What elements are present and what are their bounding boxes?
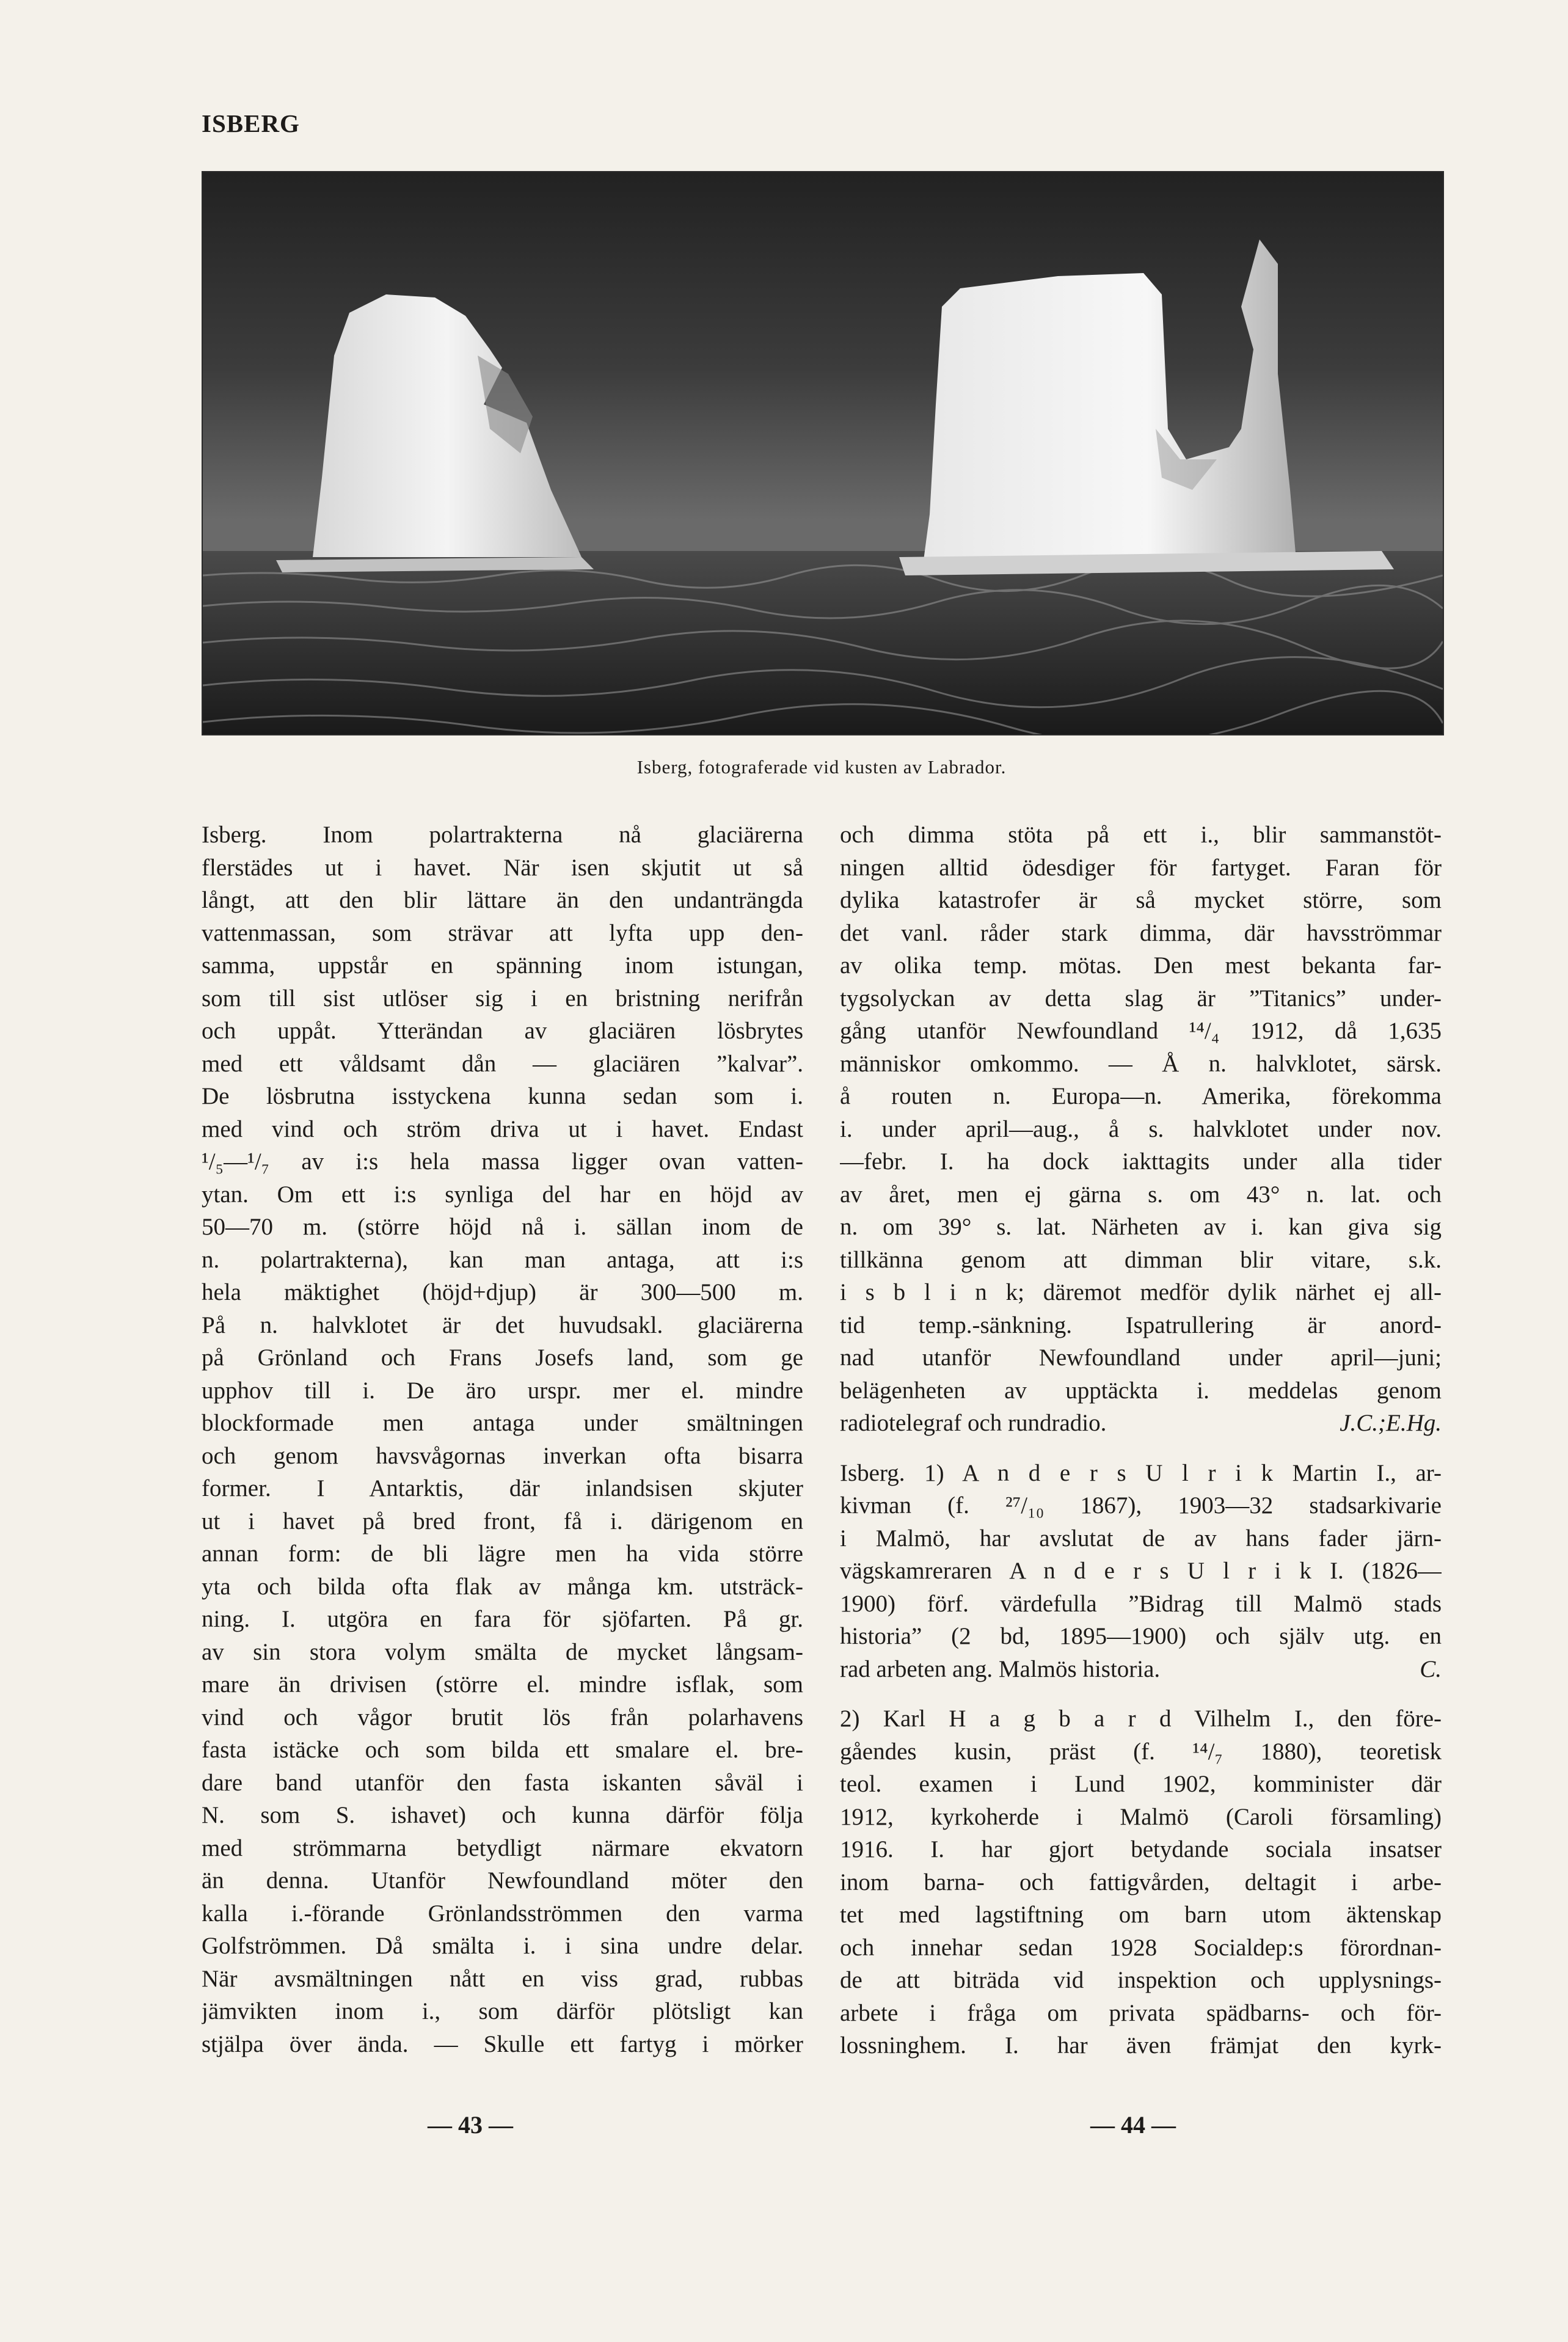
text-line: radiotelegraf och rundradio. J.C.;E.Hg. [840,1407,1442,1440]
text-line: tid temp.-sänkning. Ispatrullering är anord- [840,1311,1442,1338]
text-line: av olika temp. mötas. Den mest bekanta far- [840,952,1442,979]
text-line: tet med lagstiftning om barn utom äktenskap [840,1902,1442,1928]
text-line: av året, men ej gärna s. om 43° n. lat. och [840,1181,1442,1208]
text-line: annan form: de bli lägre men ha vida större [202,1541,803,1567]
text-line: med strömmarna betydligt närmare ekvatorn [202,1834,803,1861]
text-line: n. om 39° s. lat. Närheten av i. kan giva sig [840,1214,1442,1240]
iceberg-photo [202,171,1444,735]
text-line: stjälpa över ända. — Skulle ett fartyg i mörker [202,2030,803,2057]
author-signature: C. [1420,1655,1442,1682]
text-line: människor omkommo. — Å n. halvklotet, särsk. [840,1050,1442,1077]
text-line: i. under april—aug., å s. halvklotet under nov. [840,1115,1442,1142]
text-line: vägskamreraren A n d e r s U l r i k I. (1826— [840,1558,1442,1584]
text-line: kalla i.-förande Grönlandsströmmen den varma [202,1900,803,1927]
text-line: det vanl. råder stark dimma, där havsströmmar [840,919,1442,946]
page-number-right: — 44 — [1090,2111,1176,2139]
text-line: med ett våldsamt dån — glaciären ”kalvar”. [202,1050,803,1077]
photo-caption: Isberg, fotograferade vid kusten av Labrador. [636,756,1007,778]
right-column [840,819,1442,2062]
text-line: dylika katastrofer är så mycket större, som [840,887,1442,913]
text-line: gåendes kusin, präst (f. ¹⁴/₇ 1880), teoretisk [840,1738,1442,1765]
text-line: kivman (f. ²⁷/₁₀ 1867), 1903—32 stadsarkivarie [840,1492,1442,1519]
text-line: de att biträda vid inspektion och upplysnings- [840,1967,1442,1993]
text-line: samma, uppstår en spänning inom istungan, [202,952,803,979]
text-line: 2) Karl H a g b a r d Vilhelm I., den före- [840,1705,1442,1732]
text-line: mare än drivisen (större el. mindre isflak, som [202,1671,803,1698]
text-line: tillkänna genom att dimman blir vitare, s.k. [840,1246,1442,1273]
text-line: å routen n. Europa—n. Amerika, förekomma [840,1083,1442,1109]
text-line: historia” (2 bd, 1895—1900) och själv utg. en [840,1623,1442,1649]
iceberg-image [203,172,1443,734]
page-number-left: — 43 — [428,2111,513,2139]
text-line: arbete i fråga om privata spädbarns- och för- [840,1999,1442,2026]
text-line: och genom havsvågornas inverkan ofta bisarra [202,1442,803,1469]
text-line: som till sist utlöser sig i en bristning nerifrån [202,985,803,1012]
text-line: med vind och ström driva ut i havet. Endast [202,1115,803,1142]
text-line: 1900) förf. värdefulla ”Bidrag till Malmö stads [840,1590,1442,1617]
text-line: Isberg. 1) A n d e r s U l r i k Martin I., ar- [840,1459,1442,1486]
text-line: Isberg. Inom polartrakterna nå glaciärerna [202,822,803,848]
text-line: Golfströmmen. Då smälta i. i sina undre delar. [202,1933,803,1959]
text-line: fasta istäcke och som bilda ett smalare el. bre- [202,1737,803,1763]
text-line: upphov till i. De äro urspr. mer el. mindre [202,1377,803,1404]
text-line: ¹/₅—¹/₇ av i:s hela massa ligger ovan vatten- [202,1148,803,1175]
text-line: i Malmö, har avslutat de av hans fader järn- [840,1525,1442,1552]
text-line: nad utanför Newfoundland under april—juni; [840,1344,1442,1371]
text-line: vind och vågor brutit lös från polarhavens [202,1704,803,1731]
text-line: När avsmältningen nått en viss grad, rubbas [202,1965,803,1992]
text-line: De lösbrutna isstyckena kunna sedan som i. [202,1083,803,1109]
text-line: inom barna- och fattigvården, deltagit i arbe- [840,1869,1442,1895]
text-line: yta och bilda ofta flak av många km. utsträck- [202,1573,803,1600]
text-line: På n. halvklotet är det huvudsakl. glaciärerna [202,1311,803,1338]
text-line: jämvikten inom i., som därför plötsligt kan [202,1998,803,2024]
text-line: i s b l i n k; däremot medför dylik närhet ej all- [840,1279,1442,1305]
text-line: gång utanför Newfoundland ¹⁴/₄ 1912, då 1,635 [840,1018,1442,1044]
text-line: former. I Antarktis, där inlandsisen skjuter [202,1475,803,1501]
text-line: N. som S. ishavet) och kunna därför följa [202,1802,803,1828]
text-line: belägenheten av upptäckta i. meddelas genom [840,1377,1442,1404]
text-line: 50—70 m. (större höjd nå i. sällan inom de [202,1214,803,1240]
text-line: teol. examen i Lund 1902, komminister där [840,1771,1442,1797]
text-line: på Grönland och Frans Josefs land, som ge [202,1344,803,1371]
author-signature: J.C.;E.Hg. [1340,1410,1442,1436]
text-line: lossninghem. I. har även främjat den kyrk- [840,2032,1442,2059]
text-line: 1912, kyrkoherde i Malmö (Caroli församling) [840,1803,1442,1830]
left-column [202,819,803,2060]
text-line: n. polartrakterna), kan man antaga, att i:s [202,1246,803,1273]
running-head: ISBERG [202,109,300,137]
text-line: —febr. I. ha dock iakttagits under alla tider [840,1148,1442,1175]
text-line: av sin stora volym smälta de mycket långsam- [202,1638,803,1665]
text-line: långt, att den blir lättare än den undanträngda [202,887,803,913]
text-line: blockformade men antaga under smältningen [202,1410,803,1436]
text-line: ning. I. utgöra en fara för sjöfarten. På gr. [202,1606,803,1632]
text-line: tygsolyckan av detta slag är ”Titanics” under- [840,985,1442,1012]
text-line: vattenmassan, som strävar att lyfta upp den- [202,919,803,946]
text-line: hela mäktighet (höjd+djup) är 300—500 m. [202,1279,803,1305]
text-line: flerstädes ut i havet. När isen skjutit ut så [202,854,803,881]
text-line: 1916. I. har gjort betydande sociala insatser [840,1836,1442,1862]
text-line: och innehar sedan 1928 Socialdep:s förordnan- [840,1934,1442,1961]
text-line: och dimma stöta på ett i., blir sammanstöt- [840,822,1442,848]
text-line: ut i havet på bred front, få i. därigenom en [202,1508,803,1534]
text-line: ytan. Om ett i:s synliga del har en höjd av [202,1181,803,1208]
text-line: dare band utanför den fasta iskanten såväl i [202,1769,803,1796]
text-line: rad arbeten ang. Malmös historia. C. [840,1653,1442,1686]
text-line: och uppåt. Ytterändan av glaciären lösbrytes [202,1018,803,1044]
text-line: ningen alltid ödesdiger för fartyget. Faran för [840,854,1442,881]
text-line: än denna. Utanför Newfoundland möter den [202,1867,803,1894]
